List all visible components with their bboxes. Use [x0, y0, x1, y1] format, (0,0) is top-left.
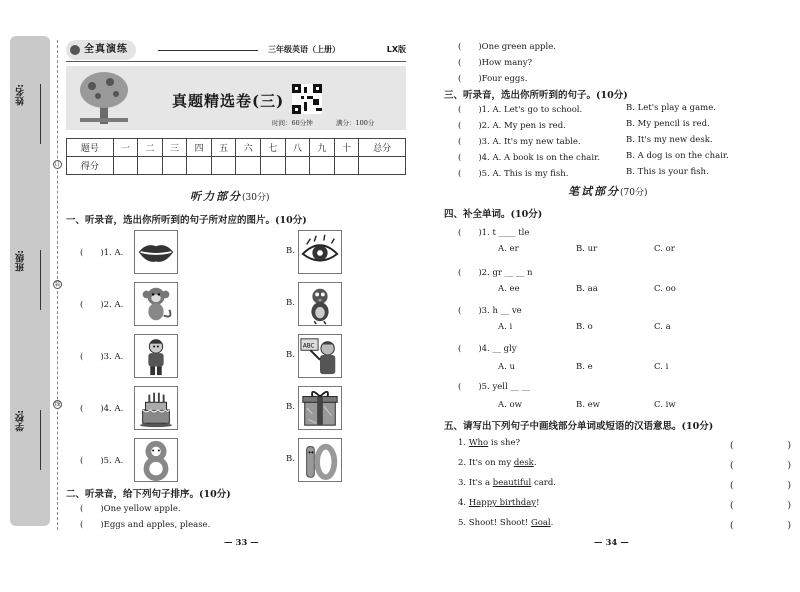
exam-title: 真题精选卷(三)	[172, 92, 285, 110]
listening-heading-text: 听力部分	[190, 190, 242, 203]
score-cell[interactable]	[211, 157, 236, 175]
q3-item-3-a[interactable]: ( )3. A. It's my new table.	[458, 137, 581, 147]
q4-option: A. ow	[498, 400, 522, 410]
q3-item-1-b: B. Let's play a game.	[626, 103, 716, 113]
brand-dot-icon	[70, 45, 80, 55]
q1-item-1-b: B.	[286, 246, 295, 256]
q4-heading: 四、补全单词。(10分)	[444, 209, 543, 220]
edition-label: LX版	[386, 45, 406, 54]
q4-item-3-stem[interactable]: ( )3. h __ ve	[458, 306, 522, 316]
q4-option: C. iw	[654, 400, 676, 410]
name-field[interactable]	[10, 84, 50, 204]
table-row	[67, 157, 406, 175]
q1-item-3[interactable]: ( )3. A.	[80, 352, 124, 362]
q4-option: A. u	[498, 362, 516, 372]
q3-item-1-a[interactable]: ( )1. A. Let's go to school.	[458, 105, 583, 115]
score-cell[interactable]	[162, 157, 187, 175]
time-info: 时间：60分钟	[272, 119, 313, 127]
q5-underlined-word: desk	[513, 458, 534, 468]
tree-illustration-icon	[74, 68, 134, 128]
q5-item-2	[458, 458, 537, 468]
q4-item-2-stem[interactable]: ( )2. gr __ __ n	[458, 268, 533, 278]
q1-item-4[interactable]: ( )4. A.	[80, 404, 124, 414]
q2-item[interactable]: ( )How many?	[458, 58, 533, 68]
q4-option: B. ew	[576, 400, 600, 410]
binding-strip	[10, 36, 50, 526]
q5-item-text: !	[536, 498, 540, 508]
board-text: ABC	[302, 343, 315, 350]
q5-item-text: 3. It's a	[458, 478, 493, 488]
q3-heading: 三、听录音，选出你所听到的句子。(10分)	[444, 90, 628, 101]
q1-item-4-b: B.	[286, 402, 295, 412]
name-label: 姓名:	[16, 84, 26, 106]
q1-item-3-b: B.	[286, 350, 295, 360]
q4-item-5-stem[interactable]: ( )5. yell __ __	[458, 382, 531, 392]
binding-hole: 订	[54, 161, 61, 168]
listening-points: (30分)	[242, 193, 270, 203]
q2-item[interactable]: ( )Eggs and apples, please.	[80, 520, 211, 530]
q3-item-2-b: B. My pencil is red.	[626, 119, 710, 129]
q2-item[interactable]: ( )One green apple.	[458, 42, 556, 52]
q4-option: B. aa	[576, 284, 598, 294]
class-line	[40, 250, 41, 310]
table-cell: 八	[285, 139, 310, 157]
cake-icon[interactable]	[134, 386, 178, 430]
q3-item-3-b: B. It's my new desk.	[626, 135, 713, 145]
ten-icon[interactable]	[298, 438, 342, 482]
q5-item-text: .	[550, 518, 554, 528]
teacher-icon[interactable]	[298, 334, 342, 378]
q4-option: C. a	[654, 322, 671, 332]
q4-option: A. er	[498, 244, 519, 254]
q4-item-1-stem[interactable]: ( )1. t ____ tle	[458, 228, 530, 238]
brand-text: 全真演练	[84, 44, 128, 55]
q2-item[interactable]: ( )One yellow apple.	[80, 504, 181, 514]
brand-badge	[66, 40, 136, 60]
name-line	[40, 84, 41, 144]
table-cell: 六	[236, 139, 261, 157]
q4-option: C. oo	[654, 284, 676, 294]
q5-item-text: 4.	[458, 498, 469, 508]
q3-item-5-a[interactable]: ( )5. A. This is my fish.	[458, 169, 569, 179]
q3-item-5-b: B. This is your fish.	[626, 167, 709, 177]
table-cell: 得分	[67, 157, 114, 175]
q1-item-1[interactable]: ( )1. A.	[80, 248, 124, 258]
eight-icon[interactable]	[134, 438, 178, 482]
q5-item-text: 2. It's on my	[458, 458, 514, 468]
q5-heading: 五、请写出下列句子中画线部分单词或短语的汉语意思。(10分)	[444, 421, 714, 432]
q1-item-2[interactable]: ( )2. A.	[80, 300, 124, 310]
table-cell: 题号	[67, 139, 114, 157]
q4-option: B. ur	[576, 244, 598, 254]
monkey-icon[interactable]	[134, 282, 178, 326]
q3-item-4-a[interactable]: ( )4. A. A book is on the chair.	[458, 153, 600, 163]
q3-item-2-a[interactable]: ( )2. A. My pen is red.	[458, 121, 566, 131]
qr-code-icon[interactable]	[292, 84, 322, 114]
q5-item-3	[458, 478, 556, 488]
score-cell[interactable]	[334, 157, 359, 175]
binding-hole: 线	[54, 401, 61, 408]
q5-item-1	[458, 438, 520, 448]
page-number-right: — 34 —	[594, 538, 629, 548]
q5-answer-blank[interactable]: ( )	[730, 461, 792, 471]
score-cell[interactable]	[187, 157, 212, 175]
q2-item[interactable]: ( )Four eggs.	[458, 74, 528, 84]
header-arrow-line	[158, 50, 258, 51]
gift-icon[interactable]	[298, 386, 342, 430]
q5-item-text: 5. Shoot! Shoot!	[458, 518, 531, 528]
table-cell: 七	[261, 139, 286, 157]
q2-heading: 二、听录音，给下列句子排序。(10分)	[66, 489, 231, 500]
q4-option: B. e	[576, 362, 593, 372]
grade-subject: 三年级英语（上册）	[268, 45, 340, 54]
table-cell: 一	[113, 139, 138, 157]
page-header	[66, 44, 406, 58]
school-line	[40, 410, 41, 470]
full-score-info: 满分：100分	[336, 119, 375, 127]
writing-points: (70分)	[620, 188, 648, 198]
table-row	[67, 139, 406, 157]
q4-option: C. or	[654, 244, 675, 254]
writing-heading	[568, 183, 647, 199]
table-cell: 四	[187, 139, 212, 157]
q5-answer-blank[interactable]: ( )	[730, 441, 792, 451]
score-table	[66, 138, 406, 175]
table-cell: 三	[162, 139, 187, 157]
table-cell: 五	[211, 139, 236, 157]
score-cell[interactable]	[261, 157, 286, 175]
q3-item-4-b: B. A dog is on the chair.	[626, 151, 729, 161]
table-cell: 九	[310, 139, 335, 157]
q5-answer-blank[interactable]: ( )	[730, 521, 792, 531]
boy-icon[interactable]	[134, 334, 178, 378]
school-label: 学校:	[16, 410, 26, 432]
q5-item-5	[458, 518, 553, 528]
score-cell[interactable]	[138, 157, 163, 175]
q5-item-text: card.	[531, 478, 557, 488]
score-cell[interactable]	[310, 157, 335, 175]
q4-option: C. i	[654, 362, 669, 372]
q1-heading: 一、听录音，选出你所听到的句子所对应的图片。(10分)	[66, 215, 307, 226]
bird-icon[interactable]	[298, 282, 342, 326]
q5-underlined-word: Happy birthday	[468, 498, 537, 508]
writing-heading-text: 笔试部分	[568, 185, 620, 198]
q5-underlined-word: beautiful	[492, 478, 532, 488]
q4-option: A. i	[498, 322, 513, 332]
lips-icon[interactable]	[134, 230, 178, 274]
q4-option: B. o	[576, 322, 593, 332]
binding-hole: 装	[54, 281, 61, 288]
q5-underlined-word: Goal	[530, 518, 551, 528]
q5-answer-blank[interactable]: ( )	[730, 501, 792, 511]
table-cell: 二	[138, 139, 163, 157]
q1-item-2-b: B.	[286, 298, 295, 308]
q5-answer-blank[interactable]: ( )	[730, 481, 792, 491]
q4-option: A. ee	[498, 284, 520, 294]
eye-icon[interactable]	[298, 230, 342, 274]
q1-item-5-b: B.	[286, 454, 295, 464]
table-cell: 总分	[359, 139, 406, 157]
q5-item-text: is she?	[488, 438, 521, 448]
score-cell[interactable]	[285, 157, 310, 175]
q5-underlined-word: Who	[468, 438, 489, 448]
q5-item-text: .	[533, 458, 537, 468]
school-field[interactable]	[10, 410, 50, 530]
q1-item-5[interactable]: ( )5. A.	[80, 456, 124, 466]
q5-item-4	[458, 498, 540, 508]
class-field[interactable]	[10, 250, 50, 370]
class-label: 班级:	[16, 250, 26, 272]
score-cell[interactable]	[113, 157, 138, 175]
header-rule	[66, 61, 406, 62]
score-cell[interactable]	[236, 157, 261, 175]
score-cell[interactable]	[359, 157, 406, 175]
table-cell: 十	[334, 139, 359, 157]
listening-heading	[190, 188, 269, 204]
page-number-left: — 33 —	[224, 538, 259, 548]
q5-item-text: 1.	[458, 438, 469, 448]
q4-item-4-stem[interactable]: ( )4. __ gly	[458, 344, 517, 354]
